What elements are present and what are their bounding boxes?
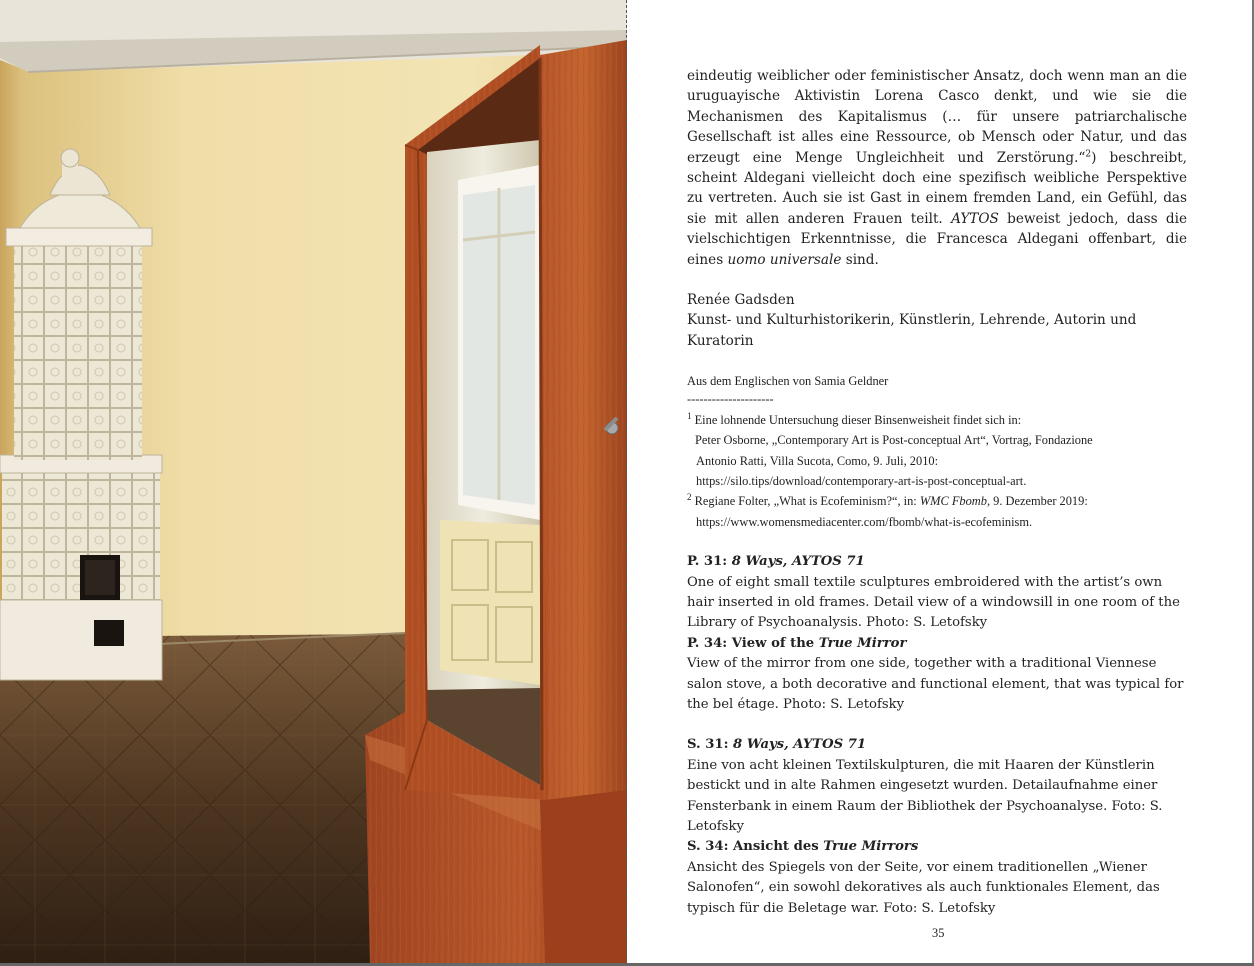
author-block (687, 290, 1187, 351)
author-role: Kunst- und Kulturhistorikerin, Künstlerin, Lehrende, Autorin und Kuratorin (687, 312, 1137, 349)
footnote-2-pre: Regiane Folter, „What is Ecofeminism?“, in: (694, 494, 920, 509)
caption-en-2-heading (687, 634, 1187, 654)
captions-english (687, 552, 1187, 715)
footnote-separator: --------------------- (687, 391, 774, 406)
caption-en-1-heading (687, 552, 1187, 572)
footnote-1-mark: 1 (687, 410, 692, 421)
caption-en-2-text: View of the mirror from one side, together with a traditional Viennese salon stove, a both decorative and functional element, that was typical for the bel étage. Photo: S. Letofsky (687, 656, 1184, 712)
text-page (687, 66, 1187, 919)
translator-line: Aus dem Englischen von Samia Geldner (687, 374, 889, 389)
footnote-2-post: , 9. Dezember 2019: (986, 494, 1088, 509)
footnote-1 (687, 410, 1187, 430)
footnotes (687, 410, 1187, 532)
footnote-1-line-2: Peter Osborne, „Contemporary Art is Post-conceptual Art“, Vortrag, Fondazione (695, 433, 1093, 448)
caption-de-2-title: True Mirrors (823, 839, 919, 855)
essay-text-3: beweist jedoch, dass die vielschichtigen Erkenntnisse, die Francesca Aldegani offenbart, die eines (687, 210, 1188, 268)
author-name: Renée Gadsden (687, 292, 795, 309)
footnote-1-line-1: Eine lohnende Untersuchung dieser Binsenweisheit findet sich in: (694, 412, 1022, 427)
essay-aytos: AYTOS (951, 210, 999, 227)
caption-de-2-heading (687, 837, 1187, 857)
essay-text-2: ) beschreibt, scheint Aldegani vielleicht doch eine spezifisch weibliche Perspektive zu vertreten. Auch sie ist Gast in einem fremden Land, ein Gefühl, das sie mit allen anderen Frauen teilt. (687, 149, 1188, 227)
caption-de-1-title: 8 Ways, AYTOS 71 (733, 737, 867, 753)
page-number: 35 (932, 926, 945, 940)
footnote-2-mark: 2 (687, 492, 692, 503)
page-fold (626, 0, 627, 966)
caption-en-2-title: True Mirror (818, 635, 907, 651)
caption-en-1-label: P. 31: (687, 554, 732, 570)
caption-en-1-text: One of eight small textile sculptures embroidered with the artist’s own hair inserted in old frames. Detail view of a windowsill in one room of the Library of Psychoanalysis. Photo: S. Letofsky (687, 574, 1180, 631)
caption-de-2-label: S. 34: Ansicht des (687, 839, 824, 855)
caption-de-1-text: Eine von acht kleinen Textilskulpturen, die mit Haaren der Künstlerin bestickt und in alte Rahmen eingesetzt wurden. Detailaufnahme einer Fensterbank in einem Raum der Bibliothek der Psychoanalyse. Foto: S. Letofsky (687, 757, 1163, 834)
essay-uomo-universale: uomo universale (727, 251, 842, 268)
mirror-cabinet (405, 40, 627, 800)
salon-stove (0, 149, 162, 680)
footnote-ref-2: 2 (1085, 149, 1092, 160)
footnote-2-source: WMC Fbomb (919, 494, 987, 509)
translator-note (687, 371, 1187, 405)
footnote-2-url[interactable]: https://www.womensmediacenter.com/fbomb/what-is-ecofeminism. (696, 514, 1033, 529)
caption-en-1-title: 8 Ways, AYTOS 71 (731, 554, 865, 570)
caption-de-1-heading (687, 735, 1187, 755)
footnote-1-line-3: Antonio Ratti, Villa Sucota, Como, 9. Juli, 2010: (696, 453, 939, 468)
essay-text-1: eindeutig weiblicher oder feministischer Ansatz, doch wenn man an die uruguayische Aktivistin Lorena Casco denkt, und wie sie die Mechanismen des Kapitalismus (… für unsere patriarchalische Gesellschaft ist alles eine Ressource, ob Mensch oder Natur, und das erzeugt eine Menge Ungleichheit und Zerstörung.“ (687, 68, 1187, 166)
essay-paragraph (687, 66, 1187, 270)
captions-german (687, 735, 1187, 919)
footnote-2 (687, 491, 1187, 511)
caption-de-2-text: Ansicht des Spiegels von der Seite, vor einem traditionellen „Wiener Salonofen“, ein sowohl dekoratives als auch funktionales Element, das typisch für die Beletage war. Foto: S. Letofsky (687, 859, 1160, 916)
footnote-1-url[interactable]: https://silo.tips/download/contemporary-art-is-post-conceptual-art. (696, 473, 1027, 488)
essay-text-4: sind. (841, 251, 879, 268)
caption-en-2-label: P. 34: View of the (687, 635, 819, 651)
caption-de-1-label: S. 31: (687, 737, 734, 753)
